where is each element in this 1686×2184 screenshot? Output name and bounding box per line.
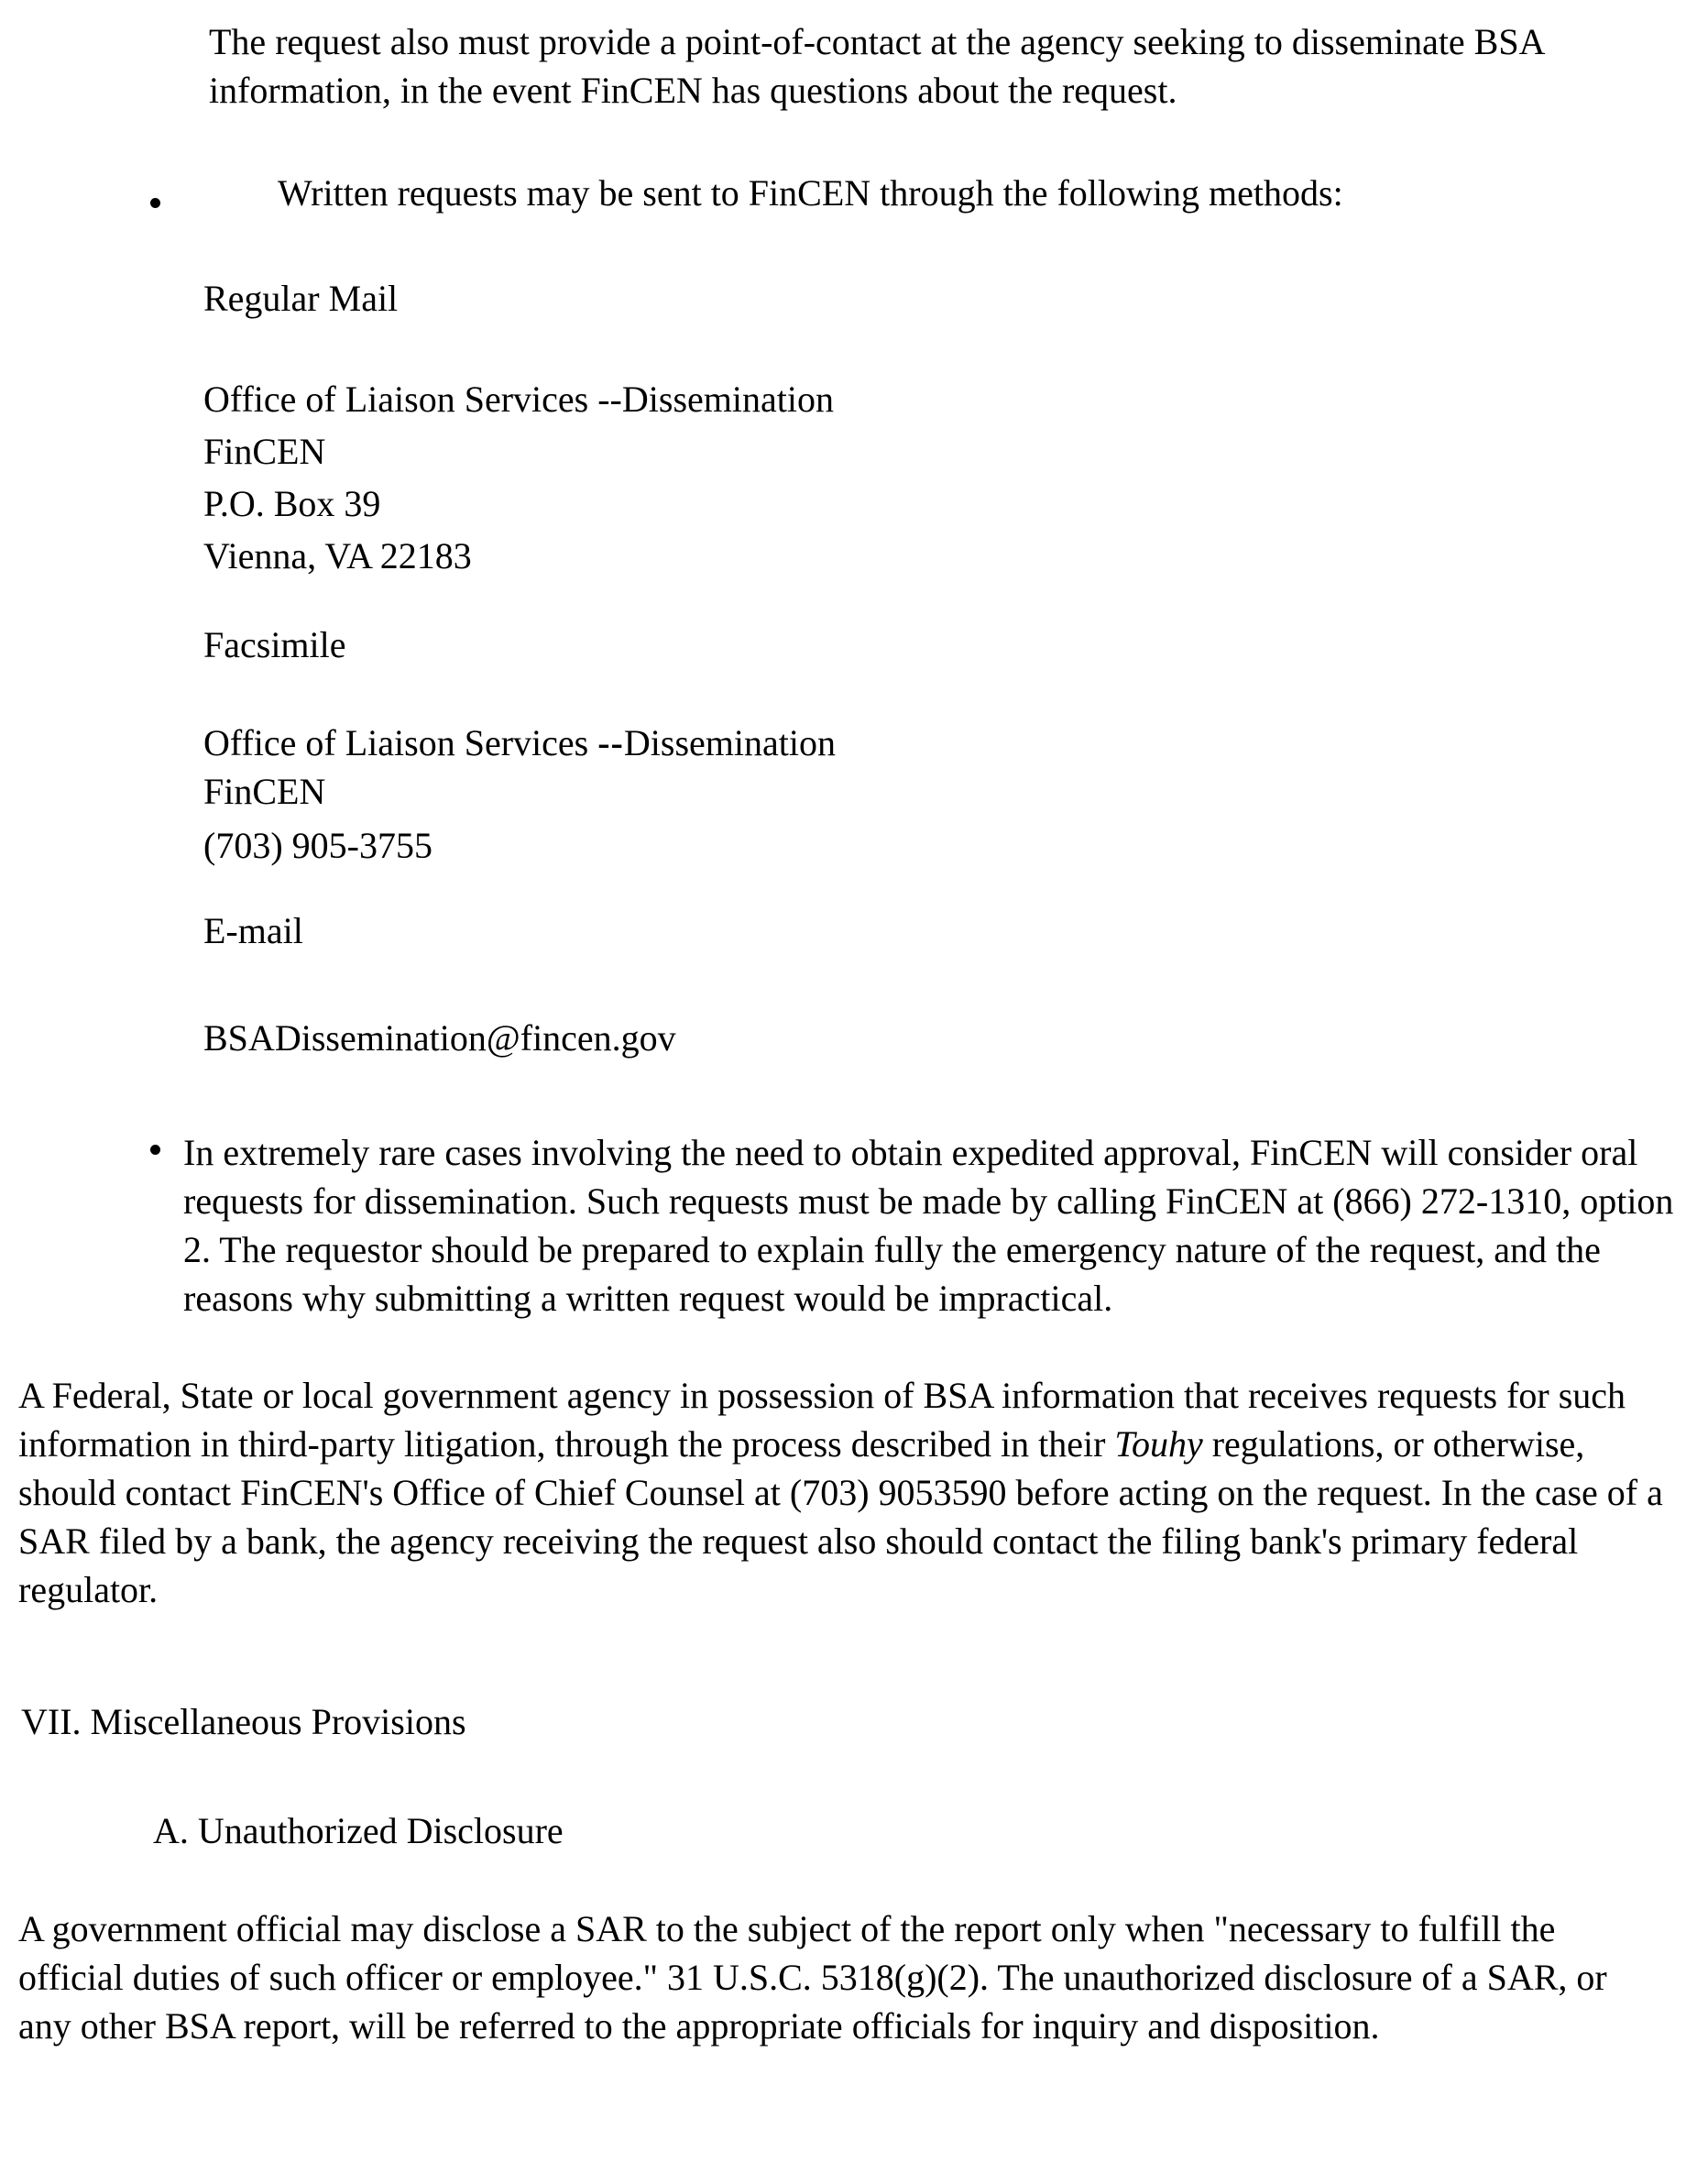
regular-mail-heading: Regular Mail: [203, 278, 399, 319]
bullet-icon: [150, 198, 160, 208]
bullet-icon: [150, 1145, 160, 1155]
email-address: BSADissemination@fincen.gov: [203, 1017, 676, 1059]
subsection-heading-unauthorized-disclosure: A. Unauthorized Disclosure: [153, 1810, 564, 1851]
disclosure-paragraph: A government official may disclose a SAR to the subject of the report only when "necessary to fulfill the official duties of such officer or employee." 31 U.S.C. 5318(g)(2). The unauthorized disclosure of a SAR, or any other BSA report, will be referred to the appropriate officials for inquiry and disposition.: [18, 1908, 1607, 2047]
facsimile-heading: Facsimile: [203, 624, 346, 665]
bullet-item-oral-requests: [0, 1128, 1686, 1322]
written-requests-text: Written requests may be sent to FinCEN through the following methods:: [278, 172, 1343, 214]
fax-office-text: Office of Liaison Services: [203, 722, 598, 763]
double-dash-glyph: --: [597, 722, 624, 763]
section-heading-vii-miscellaneous-provisions: VII. Miscellaneous Provisions: [21, 1701, 466, 1742]
address-line-pobox: P.O. Box 39: [203, 483, 381, 524]
agency-paragraph-part2: regulations, or otherwise, should contact FinCEN's Office of Chief Counsel at (703) 9053590 before acting on the request. In the case of a SAR filed by a bank, the agency receiving the request also should contact the filing bank's primary federal regulator.: [18, 1423, 1663, 1610]
touhy-italic-term: Touhy: [1114, 1423, 1203, 1465]
fax-office-dept: Dissemination: [623, 722, 836, 763]
address-line-office: [203, 719, 1686, 767]
agency-paragraph-part1: A Federal, State or local government agency in possession of BSA information that receives requests for such information in third-party litigation, through the process described in their: [18, 1375, 1626, 1465]
email-heading: E-mail: [203, 910, 303, 951]
regular-mail-address-block: [203, 373, 1686, 582]
agency-paragraph: [18, 1371, 1663, 1614]
address-line-fincen: FinCEN: [203, 431, 326, 472]
intro-paragraph: The request also must provide a point-of-contact at the agency seeking to disseminate BSA information, in the event FinCEN has questions about the request.: [209, 21, 1544, 111]
facsimile-address-block: [203, 719, 1686, 816]
bullet-item-written-requests: [0, 169, 1686, 217]
address-line-fincen: FinCEN: [203, 771, 326, 812]
oral-requests-text: In extremely rare cases involving the need to obtain expedited approval, FinCEN will consider oral requests for dissemination. Such requests must be made by calling FinCEN at (866) 272-1310, option 2. The requestor should be prepared to explain fully the emergency nature of the request, and the reasons why submitting a written request would be impractical.: [183, 1132, 1674, 1319]
fax-phone-number: (703) 905-3755: [203, 825, 432, 866]
document-page: [0, 17, 1686, 2184]
address-line-city: Vienna, VA 22183: [203, 535, 472, 576]
address-line-office: Office of Liaison Services --Dissemination: [203, 379, 834, 420]
